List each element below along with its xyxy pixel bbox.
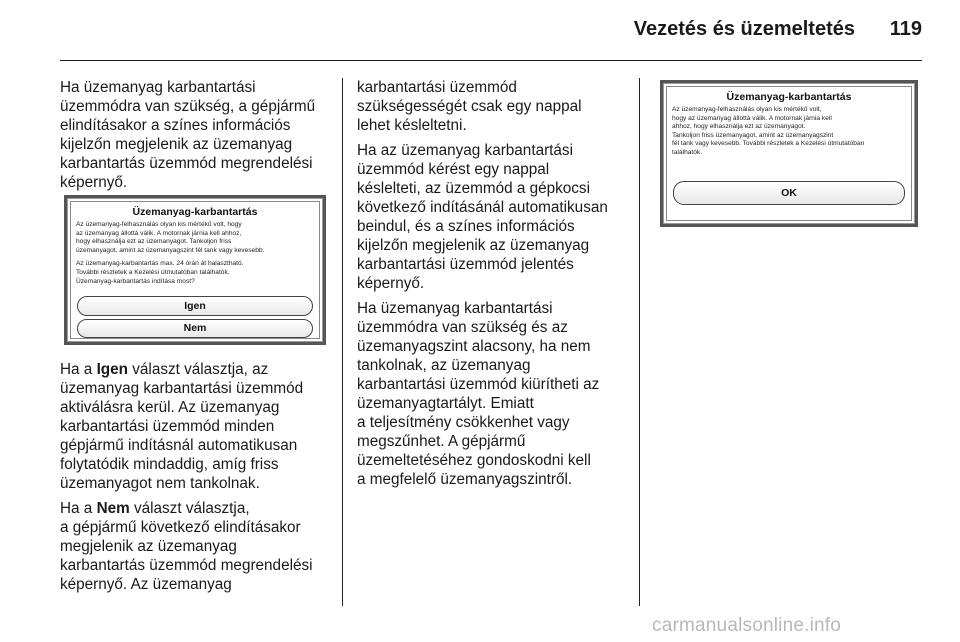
page-header bbox=[0, 0, 960, 62]
watermark: carmanualsonline.info bbox=[652, 615, 842, 636]
text-line: Ha az üzemanyag karbantartási bbox=[357, 142, 573, 159]
message-line: üzemanyagot, amint az üzemanyagszint fél tank vagy kevesebb. bbox=[76, 246, 265, 254]
screen-message bbox=[667, 106, 911, 158]
text-line: karbantartási üzemmód bbox=[357, 79, 517, 96]
col1-paragraph-3 bbox=[60, 499, 332, 594]
text-line: üzemanyagszint alacsony, ha nem bbox=[357, 338, 591, 355]
col1-paragraph-2 bbox=[60, 360, 332, 493]
text-line: kijelzőn megjelenik az üzemanyag bbox=[357, 237, 590, 254]
text-line: lehet késleltetni. bbox=[357, 117, 467, 134]
text-line: üzemmódra van szükség, a gépjármű bbox=[60, 98, 316, 115]
text-line: üzemmódra van szükség és az bbox=[357, 319, 568, 336]
text-line: a teljesítmény csökkenhet vagy bbox=[357, 414, 570, 431]
text-line bbox=[60, 499, 332, 518]
text-line: folytatódik mindaddig, amíg friss bbox=[60, 456, 279, 473]
column-divider-2 bbox=[639, 78, 640, 606]
page-number: 119 bbox=[889, 18, 922, 40]
message-line: Az üzemanyag-felhasználás olyan kis mértékű volt, bbox=[672, 106, 822, 113]
text-line: szükségességét csak egy nappal bbox=[357, 98, 582, 115]
text-line: elindításakor a színes információs bbox=[60, 117, 291, 134]
screen-frame bbox=[666, 86, 912, 221]
text-fragment: Ha a bbox=[60, 500, 97, 517]
column-2 bbox=[357, 78, 629, 495]
header-rule bbox=[60, 60, 922, 61]
text-line: üzemeltetéséhez gondoskodni kell bbox=[357, 452, 591, 469]
column-1 bbox=[60, 78, 332, 198]
fuel-maintenance-request-screen bbox=[64, 195, 326, 345]
message-line: Üzemanyag-karbantartás indítása most? bbox=[76, 277, 195, 285]
col1-paragraph-1 bbox=[60, 78, 332, 192]
text-line: képernyő. bbox=[60, 174, 128, 191]
text-line: gépjármű indításnál automatikusan bbox=[60, 437, 298, 454]
text-fragment: választ választja, az bbox=[128, 361, 269, 378]
text-line: kijelzőn megjelenik az üzemanyag bbox=[60, 136, 293, 153]
text-line: üzemmód kérést egy nappal bbox=[357, 161, 550, 178]
message-line: ahhoz, hogy elhasználja ezt az üzemanyagot. bbox=[672, 123, 806, 131]
text-line: Ha üzemanyag karbantartási bbox=[357, 300, 553, 317]
header-title: Vezetés és üzemeltetés bbox=[633, 18, 855, 40]
text-line: a gépjármű következő elindításakor bbox=[60, 519, 301, 536]
message-line: hogy elhasználja ezt az üzemanyagot. Tankoljon friss bbox=[76, 238, 232, 246]
text-line: karbantartás üzemmód megrendelési bbox=[60, 557, 313, 574]
message-line: További részletek a Kezelési útmutatóban találhatók. bbox=[76, 268, 230, 276]
keyword-nem: Nem bbox=[96, 500, 130, 517]
text-line: képernyő. bbox=[357, 275, 425, 292]
message-line: Az üzemanyag-karbantartás max. 24 órán át halasztható. bbox=[76, 260, 244, 268]
text-line: a megfelelő üzemanyagszintről. bbox=[357, 471, 573, 488]
keyword-igen: Igen bbox=[96, 361, 129, 378]
text-line bbox=[60, 360, 332, 379]
col2-paragraph-1 bbox=[357, 78, 629, 135]
column-divider-1 bbox=[342, 78, 343, 606]
screen-message bbox=[71, 221, 319, 255]
screen-message-2 bbox=[71, 260, 319, 286]
screen-title: Üzemanyag-karbantartás bbox=[132, 206, 258, 218]
column-1-lower bbox=[60, 360, 332, 600]
text-line: megszűnhet. A gépjármű bbox=[357, 433, 526, 450]
text-line: megjelenik az üzemanyag bbox=[60, 538, 237, 555]
screen-frame bbox=[70, 201, 320, 339]
message-line: találhatók. bbox=[672, 148, 703, 156]
col2-paragraph-2 bbox=[357, 141, 629, 293]
text-line: üzemanyag karbantartási üzemmód bbox=[60, 380, 304, 397]
text-fragment: választ választja, bbox=[129, 500, 250, 517]
message-line: az üzemanyag állottá válik. A motornak járnia kell ahhoz, bbox=[76, 229, 242, 237]
no-button[interactable]: Nem bbox=[77, 319, 313, 338]
yes-button[interactable]: Igen bbox=[77, 296, 313, 316]
message-line: Az üzemanyag-felhasználás olyan kis mértékű volt, hogy bbox=[76, 221, 242, 228]
text-line: Ha üzemanyag karbantartási bbox=[60, 79, 256, 96]
screen-title: Üzemanyag-karbantartás bbox=[726, 91, 852, 103]
text-line: karbantartási üzemmód jelentés bbox=[357, 256, 574, 273]
text-line: üzemanyagtartályt. Emiatt bbox=[357, 395, 534, 412]
text-line: tankolnak, az üzemanyag bbox=[357, 357, 531, 374]
text-line: következő indításánál automatikusan bbox=[357, 199, 608, 216]
text-fragment: Ha a bbox=[60, 361, 97, 378]
text-line: karbantartási üzemmód kiürítheti az bbox=[357, 376, 600, 393]
text-line: aktiválásra kerül. Az üzemanyag bbox=[60, 399, 280, 416]
fuel-maintenance-notice-screen bbox=[660, 80, 918, 227]
text-line: karbantartás üzemmód megrendelési bbox=[60, 155, 313, 172]
message-line: fél tank vagy kevesebb. További részletek a Kezelési útmutatóban bbox=[672, 140, 865, 148]
text-line: beindul, és a színes információs bbox=[357, 218, 575, 235]
text-line: üzemanyagot nem tankolnak. bbox=[60, 475, 260, 492]
message-line: Tankoljon friss üzemanyagot, amint az üzemanyagszint bbox=[672, 131, 834, 139]
text-line: képernyő. Az üzemanyag bbox=[60, 576, 232, 593]
message-line: hogy az üzemanyag állottá válik. A motornak járnia kell bbox=[672, 114, 832, 122]
col2-paragraph-3 bbox=[357, 299, 629, 489]
ok-button[interactable]: OK bbox=[673, 181, 905, 205]
text-line: késlelteti, az üzemmód a gépkocsi bbox=[357, 180, 590, 197]
text-line: karbantartási üzemmód minden bbox=[60, 418, 275, 435]
